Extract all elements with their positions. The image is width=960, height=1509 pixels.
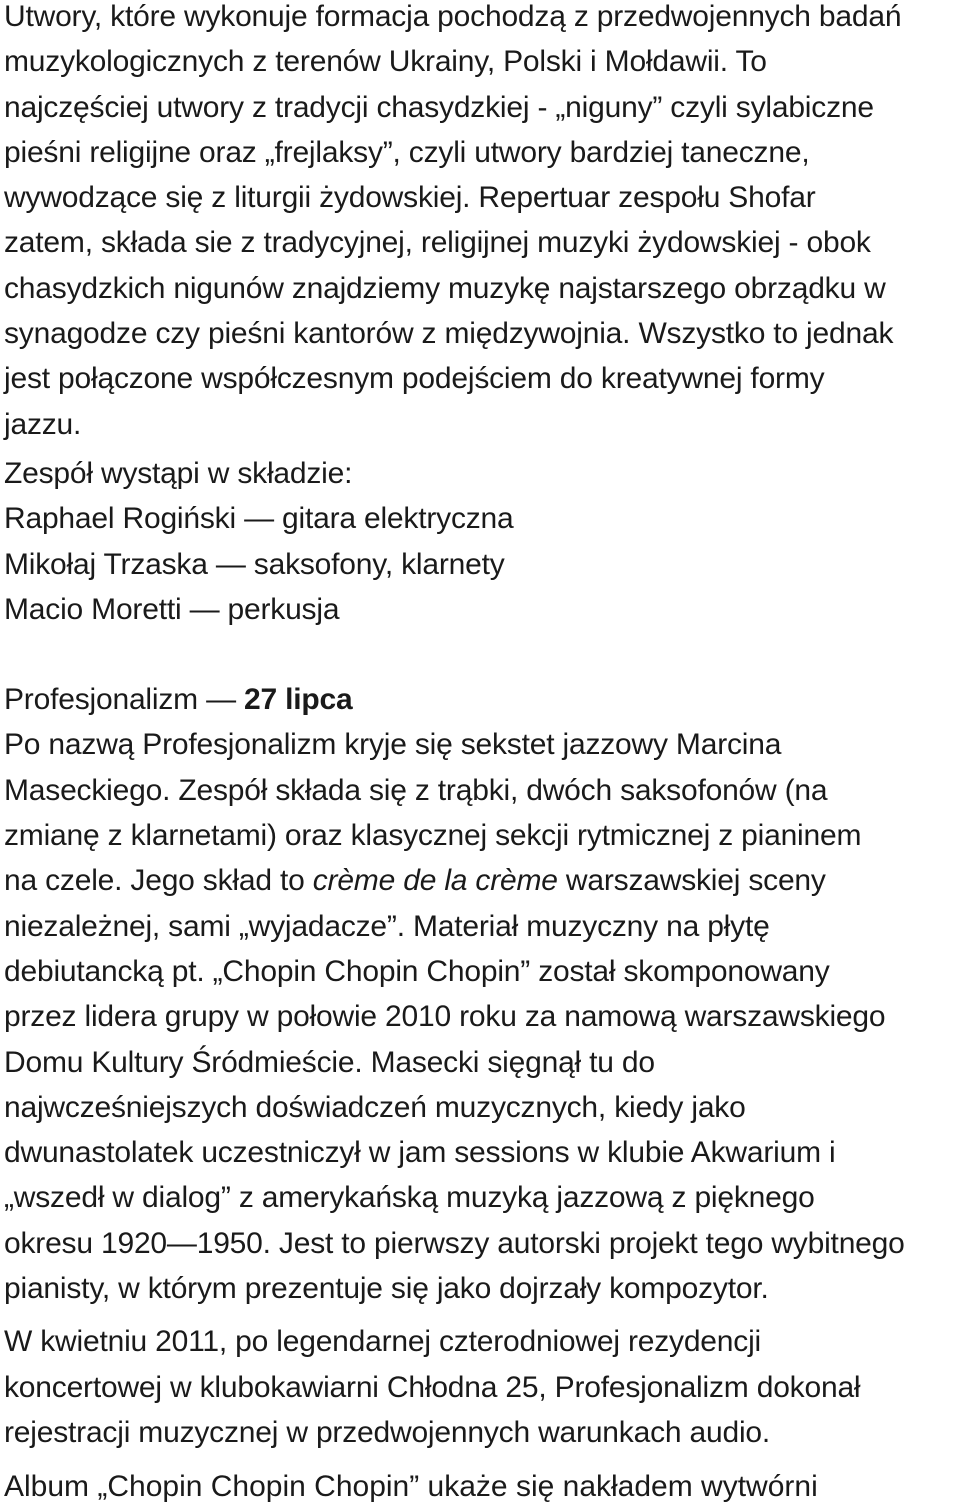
event-heading-profesjonalizm [4, 677, 956, 722]
text-line: zatem, składa sie z tradycyjnej, religijnej muzyki żydowskiej - obok [4, 226, 871, 260]
text-line: okresu 1920—1950. Jest to pierwszy autorski projekt tego wybitnego [4, 1226, 905, 1260]
text-line: pieśni religijne oraz „frejlaksy”, czyli utwory bardziej taneczne, [4, 135, 810, 169]
text-segment: na czele. Jego skład to [4, 864, 313, 898]
paragraph-profesjonalizm [4, 722, 956, 1311]
text-line: Utwory, które wykonuje formacja pochodzą z przedwojennych badań [4, 0, 902, 33]
text-line: rejestracji muzycznej w przedwojennych warunkach audio. [4, 1415, 771, 1449]
lineup-section [4, 451, 956, 632]
text-line: pianisty, w którym prezentuje się jako dojrzały kompozytor. [4, 1272, 769, 1306]
text-line [4, 858, 956, 903]
text-line: debiutancką pt. „Chopin Chopin Chopin” został skomponowany [4, 954, 830, 988]
cutoff-text: Album „Chopin Chopin Chopin” ukaże się nakładem wytwórni [4, 1470, 818, 1503]
text-line: wywodzące się z liturgii żydowskiej. Repertuar zespołu Shofar [4, 181, 816, 215]
text-line: chasydzkich nigunów znajdziemy muzykę najstarszego obrządku w [4, 271, 886, 305]
paragraph-shofar-repertoire [4, 0, 956, 447]
text-line: Maseckiego. Zespół składa się z trąbki, dwóch saksofonów (na [4, 773, 828, 807]
lineup-heading: Zespół wystąpi w składzie: [4, 456, 353, 490]
lineup-member: Raphael Rogiński — gitara elektryczna [4, 502, 514, 536]
event-heading-line [4, 677, 956, 722]
text-line: koncertowej w klubokawiarni Chłodna 25, Profesjonalizm dokonał [4, 1370, 861, 1404]
text-line: dwunastolatek uczestniczył w jam sessions w klubie Akwarium i [4, 1136, 836, 1170]
text-line: zmianę z klarnetami) oraz klasycznej sekcji rytmicznej z pianinem [4, 819, 862, 853]
cutoff-text-line [4, 1458, 956, 1503]
italic-phrase: crème de la crème [312, 864, 558, 898]
text-line: synagodze czy pieśni kantorów z międzywojnia. Wszystko to jednak [4, 317, 894, 351]
lineup-member: Mikołaj Trzaska — saksofony, klarnety [4, 547, 505, 581]
document-page [4, 0, 956, 1455]
text-line: najwcześniejszych doświadczeń muzycznych, kiedy jako [4, 1090, 746, 1124]
text-segment: warszawskiej sceny [557, 864, 826, 898]
text-line: „wszedł w dialog” z amerykańską muzyką jazzową z pięknego [4, 1181, 815, 1215]
event-name: Profesjonalizm [4, 683, 198, 717]
event-dash: — [197, 683, 245, 717]
text-line: Po nazwą Profesjonalizm kryje się sekstet jazzowy Marcina [4, 728, 782, 762]
text-line: przez lidera grupy w połowie 2010 roku za namową warszawskiego [4, 1000, 886, 1034]
event-date: 27 lipca [244, 683, 353, 717]
text-line: Domu Kultury Śródmieście. Masecki sięgnął tu do [4, 1045, 655, 1079]
lineup-member: Macio Moretti — perkusja [4, 592, 340, 626]
text-line: jest połączone współczesnym podejściem do kreatywnej formy [4, 362, 825, 396]
text-line: W kwietniu 2011, po legendarnej czterodniowej rezydencji [4, 1325, 762, 1359]
paragraph-recording [4, 1319, 956, 1455]
text-line: niezależnej, sami „wyjadacze”. Materiał muzyczny na płytę [4, 909, 770, 943]
text-line: jazzu. [4, 407, 82, 441]
text-line: muzykologicznych z terenów Ukrainy, Polski i Mołdawii. To [4, 45, 767, 79]
text-line: najczęściej utwory z tradycji chasydzkiej - „niguny” czyli sylabiczne [4, 90, 874, 124]
